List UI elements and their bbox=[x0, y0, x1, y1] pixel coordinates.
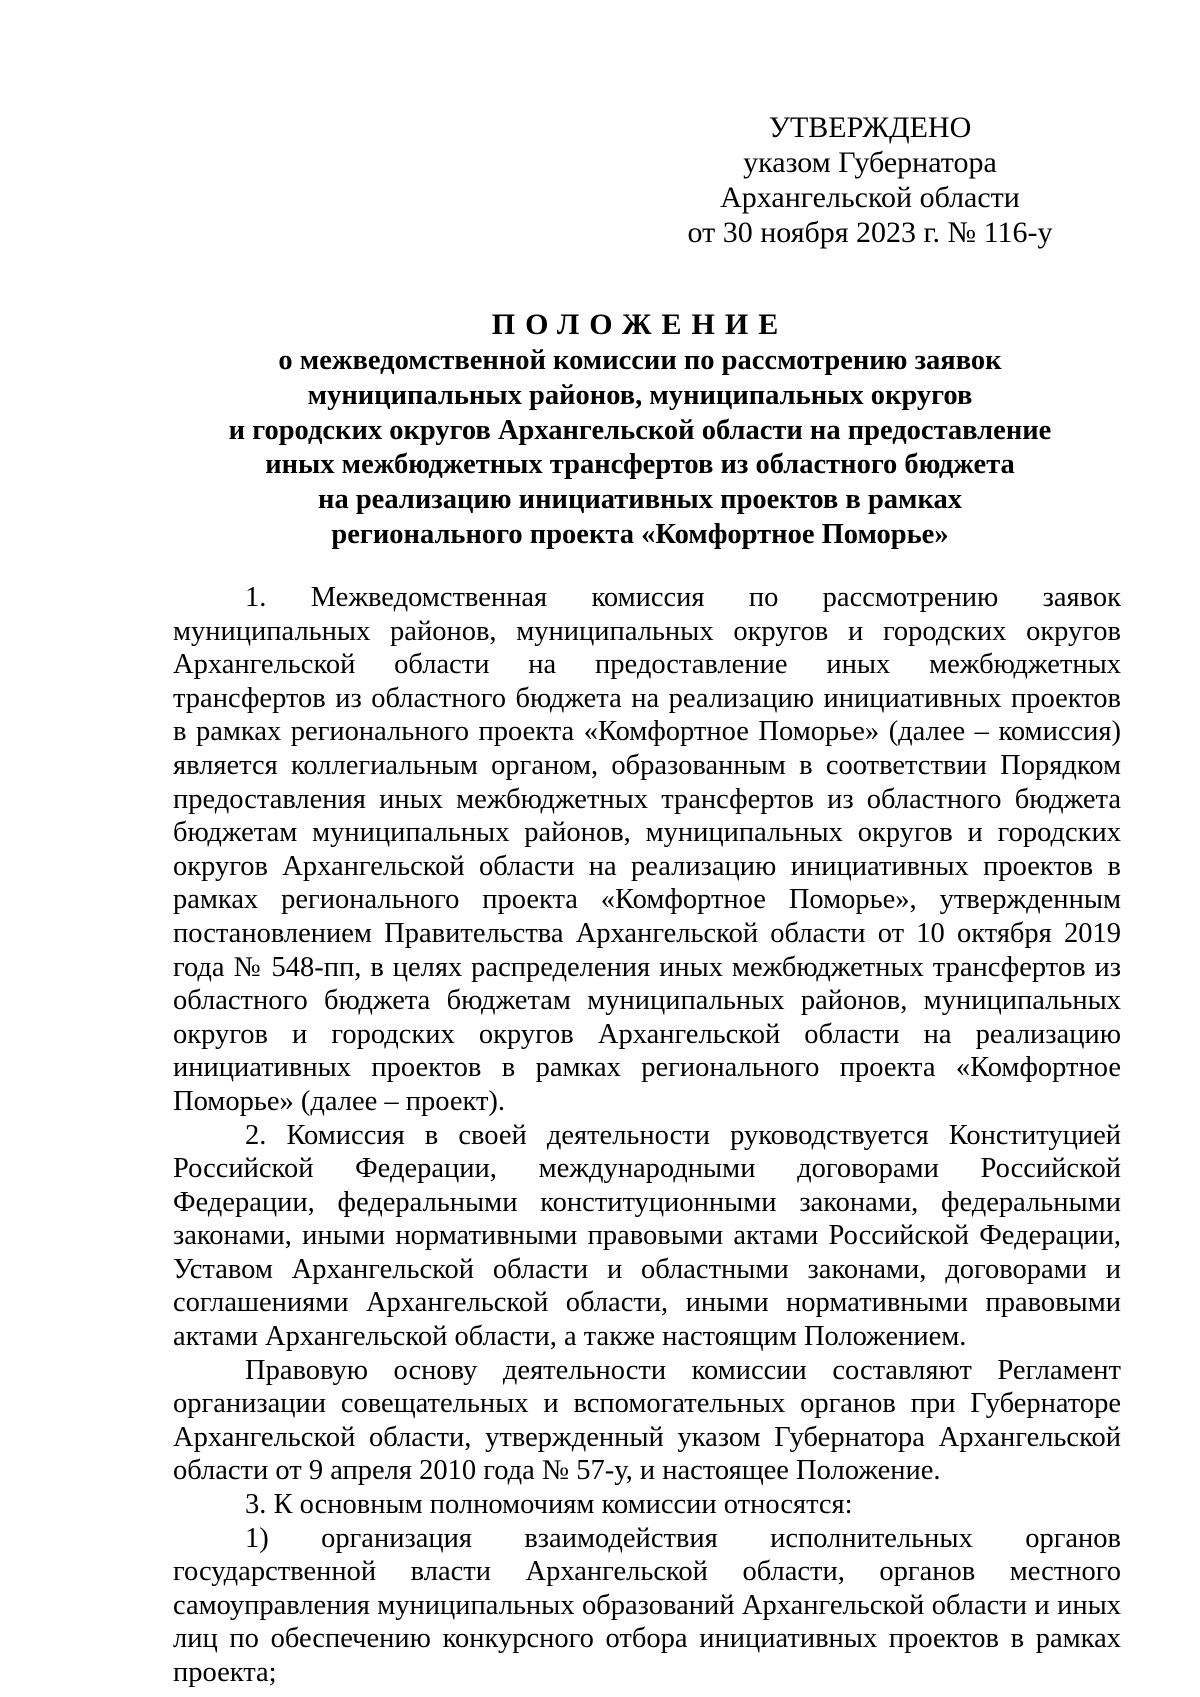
document-subtitle-line: и городских округов Архангельской области на предоставление bbox=[228, 414, 1052, 446]
document-body bbox=[173, 581, 1121, 1690]
approval-region: Архангельской области bbox=[720, 181, 1020, 214]
paragraph-3-item-1: 1) организация взаимодействия исполнительных органов государственной власти Архангельской области, органов местного самоуправления муниципальных образований Архангельской области и иных лиц по обеспечению конкурсного отбора инициативных проектов в рамках проекта; bbox=[173, 1522, 1121, 1688]
approval-date-number: от 30 ноября 2023 г. № 116-у bbox=[687, 216, 1053, 249]
approval-label: УТВЕРЖДЕНО bbox=[768, 111, 972, 144]
approval-authority: указом Губернатора bbox=[743, 146, 997, 179]
document-subtitle-line: на реализацию инициативных проектов в рамках bbox=[318, 484, 962, 516]
paragraph-1: 1. Межведомственная комиссия по рассмотрению заявок муниципальных районов, муниципальных округов и городских округов Архангельской области на предоставление иных межбюджетных трансфертов из областного бюджета на реализацию инициативных проектов в рамках регионального проекта «Комфортное Поморье» (далее – комиссия) является коллегиальным органом, образованным в соответствии Порядком предоставления иных межбюджетных трансфертов из областного бюджета бюджетам муниципальных районов, муниципальных округов и городских округов Архангельской области на реализацию инициативных проектов в рамках регионального проекта «Комфортное Поморье», утвержденным постановлением Правительства Архангельской области от 10 октября 2019 года № 548-пп, в целях распределения иных межбюджетных трансфертов из областного бюджета бюджетам муниципальных районов, муниципальных округов и городских округов Архангельской области на реализацию инициативных проектов в рамках регионального проекта «Комфортное Поморье» (далее – проект). bbox=[173, 582, 1121, 1117]
paragraph-3: 3. К основным полномочиям комиссии относятся: bbox=[245, 1489, 853, 1521]
paragraph-legal-basis: Правовую основу деятельности комиссии составляют Регламент организации совещательных и вспомогательных органов при Губернаторе Архангельской области, утвержденный указом Губернатора Архангельской области от 9 апреля 2010 года № 57-у, и настоящее Положение. bbox=[173, 1354, 1121, 1487]
document-heading bbox=[160, 308, 1120, 553]
document-subtitle-line: о межведомственной комиссии по рассмотрению заявок bbox=[278, 345, 1002, 376]
approval-stamp bbox=[620, 110, 1120, 250]
document-subtitle-line: регионального проекта «Комфортное Поморье» bbox=[331, 518, 949, 550]
document-subtitle-line: иных межбюджетных трансфертов из областного бюджета bbox=[265, 449, 1015, 481]
document-title: ПОЛОЖЕНИЕ bbox=[491, 308, 789, 341]
paragraph-2: 2. Комиссия в своей деятельности руководствуется Конституцией Российской Федерации, международными договорами Российской Федерации, федеральными конституционными законами, федеральными законами, иными нормативными правовыми актами Российской Федерации, Уставом Архангельской области и областными законами, договорами и соглашениями Архангельской области, иными нормативными правовыми актами Архангельской области, а также настоящим Положением. bbox=[173, 1119, 1121, 1353]
document-subtitle-line: муниципальных районов, муниципальных округов bbox=[307, 379, 973, 411]
